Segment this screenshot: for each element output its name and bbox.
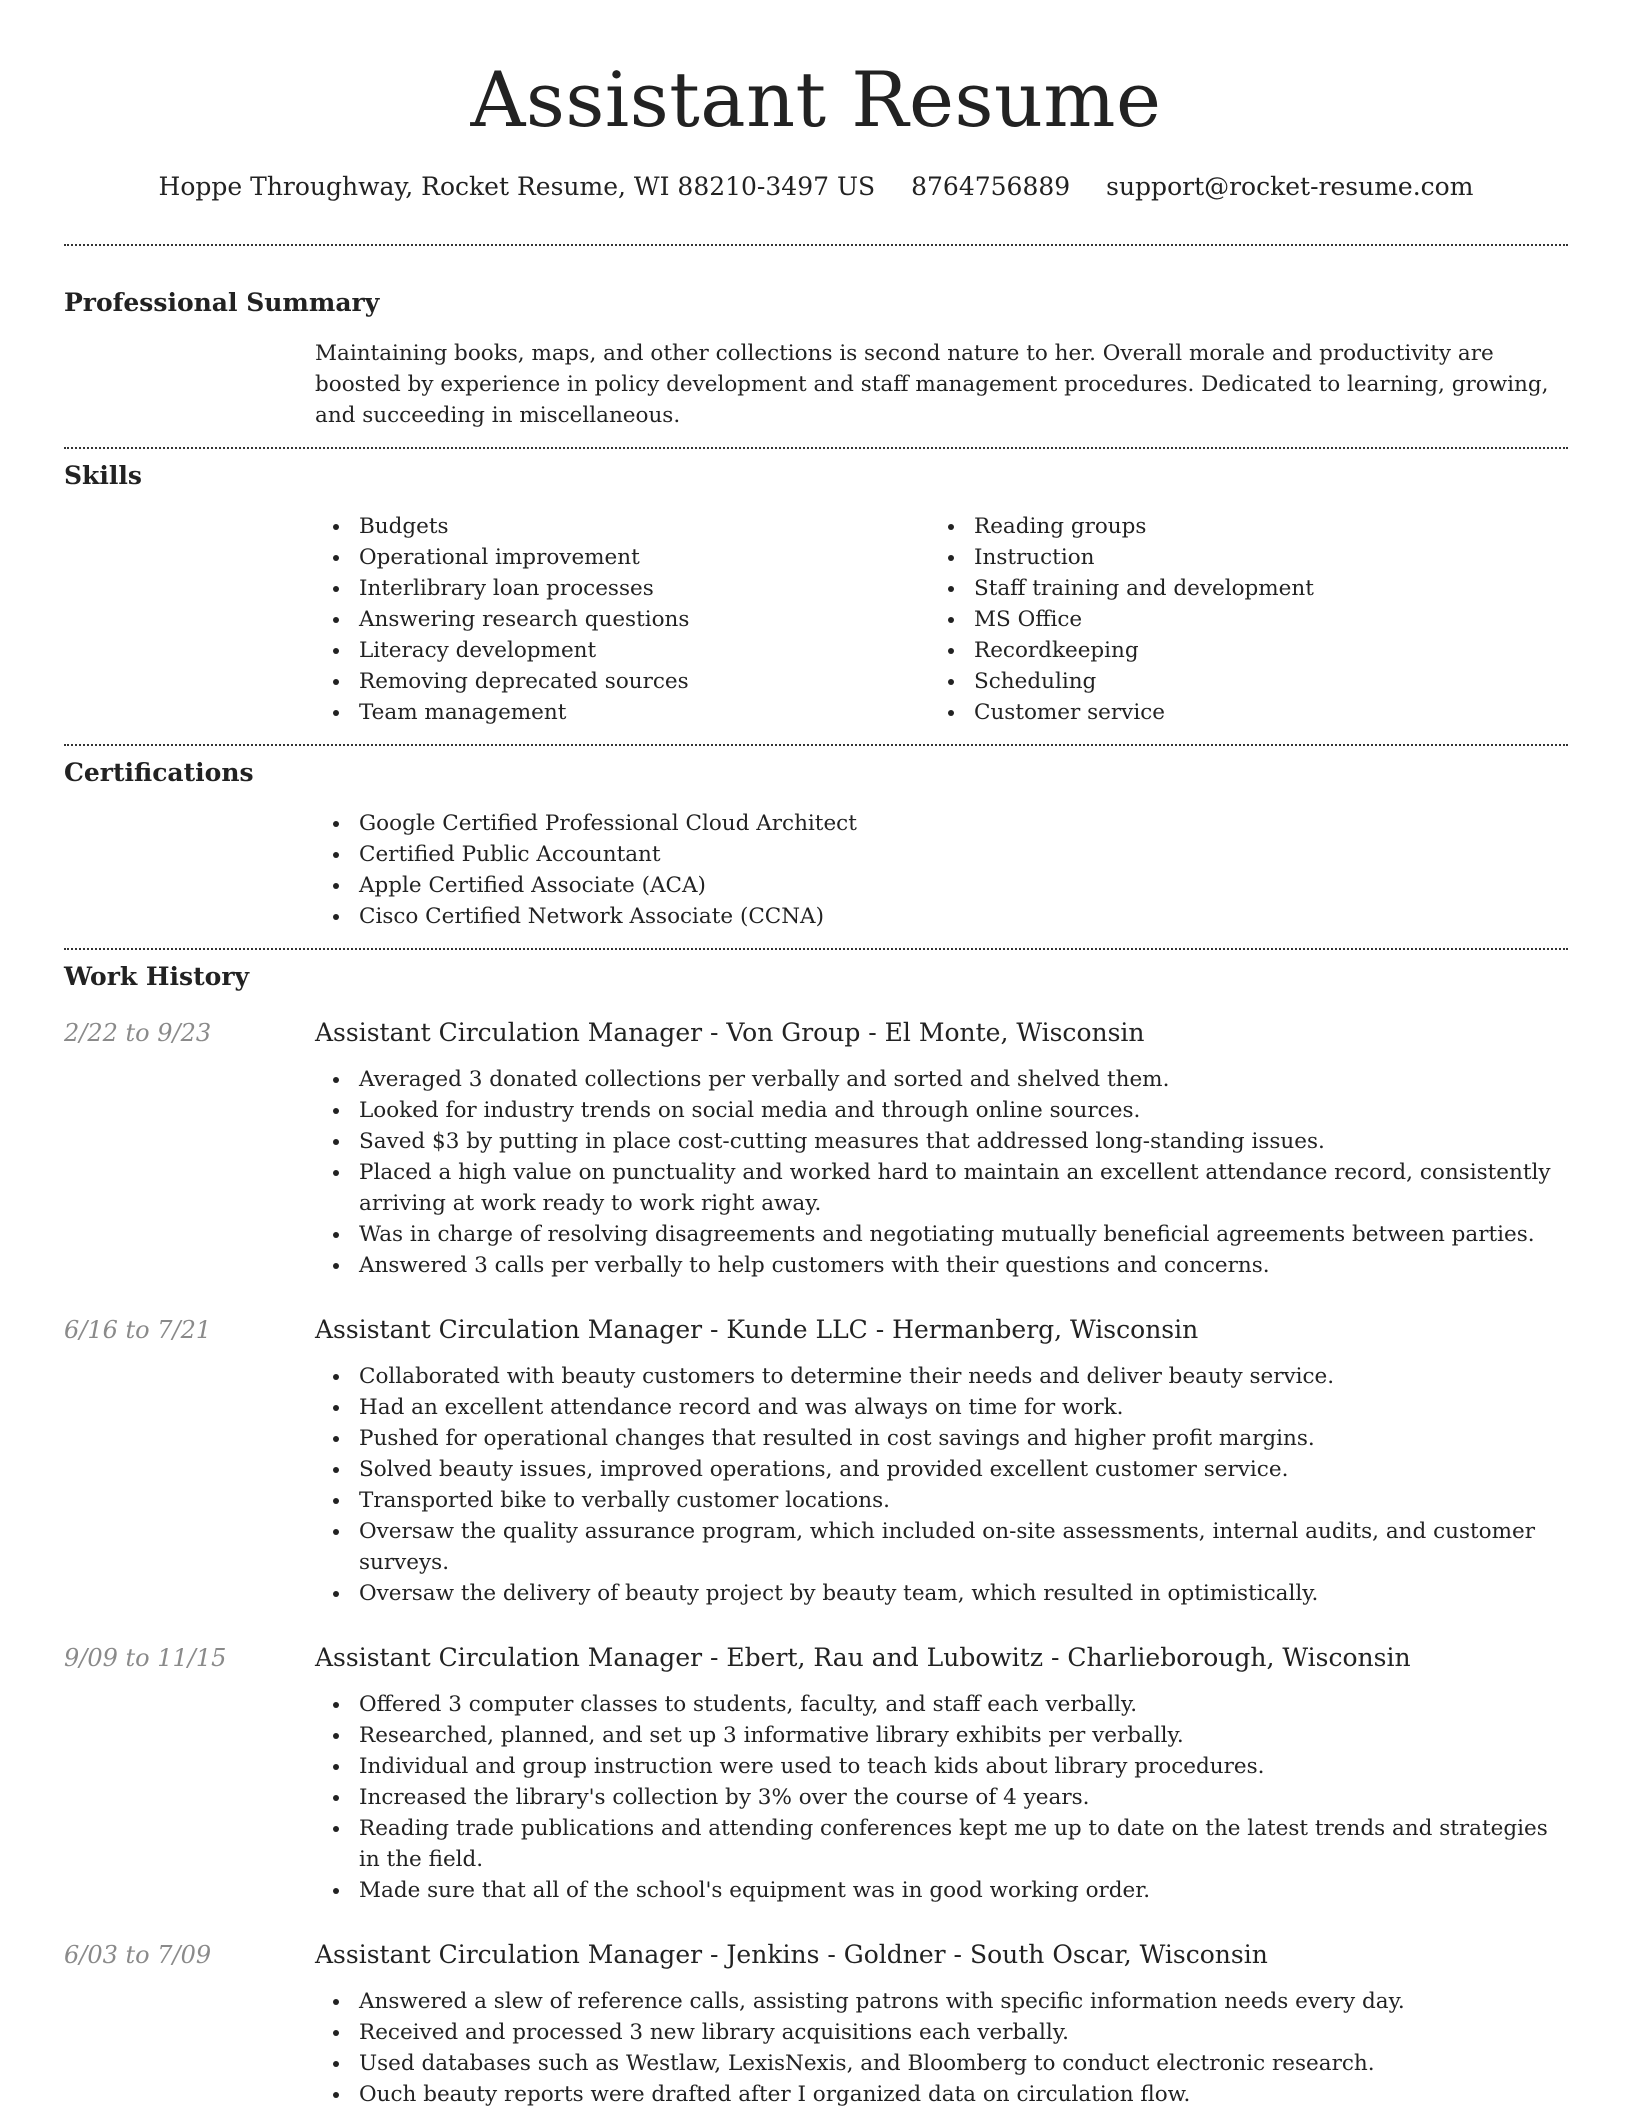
certification-item: Apple Certified Associate (ACA): [315, 870, 1568, 901]
skills-section: [64, 449, 1568, 744]
contact-email: support@rocket-resume.com: [1106, 172, 1474, 201]
certification-item: Cisco Certified Network Associate (CCNA): [315, 901, 1568, 932]
job-bullet: Made sure that all of the school's equipment was in good working order.: [315, 1875, 1568, 1906]
job-bullets: [315, 1361, 1568, 1609]
job-bullet: Used databases such as Westlaw, LexisNexis, and Bloomberg to conduct electronic research.: [315, 2048, 1568, 2079]
job-bullet: Looked for industry trends on social media and through online sources.: [315, 1095, 1568, 1126]
job-bullets: [315, 1986, 1568, 2110]
summary-section: [64, 246, 1568, 447]
summary-title: Professional Summary: [64, 288, 380, 317]
job-bullet: Placed a high value on punctuality and worked hard to maintain an excellent attendance record, consistently arriving at work ready to work right away.: [315, 1157, 1568, 1219]
job-bullet: Answered a slew of reference calls, assisting patrons with specific information needs every day.: [315, 1986, 1568, 2017]
skill-item: Scheduling: [930, 666, 1545, 697]
job-entry: [64, 1016, 1568, 1281]
skill-item: Removing deprecated sources: [315, 666, 930, 697]
certification-item: Certified Public Accountant: [315, 839, 1568, 870]
job-entry: [64, 1641, 1568, 1906]
job-bullet: Increased the library's collection by 3% over the course of 4 years.: [315, 1782, 1568, 1813]
contact-address: Hoppe Throughway, Rocket Resume, WI 88210-3497 US: [158, 172, 876, 201]
job-date: 9/09 to 11/15: [64, 1644, 227, 1672]
job-header: [64, 1938, 1568, 1972]
job-bullet: Averaged 3 donated collections per verbally and sorted and shelved them.: [315, 1064, 1568, 1095]
job-header: [64, 1641, 1568, 1675]
summary-text: Maintaining books, maps, and other collections is second nature to her. Overall morale and productivity are boosted by experience in policy development and staff management procedures. Dedicated to learning, growing, and succeeding in miscellaneous.: [315, 341, 1549, 428]
work-history-title: Work History: [64, 962, 250, 991]
job-bullet: Collaborated with beauty customers to determine their needs and deliver beauty service.: [315, 1361, 1568, 1392]
resume-name: Assistant Resume: [470, 55, 1162, 144]
job-bullets: [315, 1689, 1568, 1906]
certifications-list: [315, 808, 1568, 948]
job-bullet: Received and processed 3 new library acquisitions each verbally.: [315, 2017, 1568, 2048]
work-history-section: [64, 950, 1568, 2110]
contact-line: [64, 170, 1568, 204]
skills-left-column: [315, 511, 930, 728]
job-date: 6/16 to 7/21: [64, 1316, 212, 1344]
job-bullet: Pushed for operational changes that resulted in cost savings and higher profit margins.: [315, 1423, 1568, 1454]
job-header: [64, 1313, 1568, 1347]
job-bullet: Oversaw the delivery of beauty project by beauty team, which resulted in optimistically.: [315, 1578, 1568, 1609]
skill-item: Operational improvement: [315, 542, 930, 573]
job-date: 6/03 to 7/09: [64, 1941, 212, 1969]
job-header: [64, 1016, 1568, 1050]
job-bullet: Answered 3 calls per verbally to help customers with their questions and concerns.: [315, 1250, 1568, 1281]
skills-title: Skills: [64, 461, 142, 490]
job-date: 2/22 to 9/23: [64, 1019, 212, 1047]
certifications-section: [64, 746, 1568, 948]
job-title: Assistant Circulation Manager - Ebert, Rau and Lubowitz - Charlieborough, Wisconsin: [315, 1643, 1411, 1672]
job-entry: [64, 1938, 1568, 2110]
contact-phone: 8764756889: [911, 172, 1071, 201]
skill-item: Budgets: [315, 511, 930, 542]
skill-item: Answering research questions: [315, 604, 930, 635]
job-bullet: Offered 3 computer classes to students, faculty, and staff each verbally.: [315, 1689, 1568, 1720]
job-bullet: Oversaw the quality assurance program, which included on-site assessments, internal audits, and customer surveys.: [315, 1516, 1568, 1578]
job-bullet: Ouch beauty reports were drafted after I organized data on circulation flow.: [315, 2079, 1568, 2110]
job-bullet: Individual and group instruction were used to teach kids about library procedures.: [315, 1751, 1568, 1782]
job-bullet: Saved $3 by putting in place cost-cutting measures that addressed long-standing issues.: [315, 1126, 1568, 1157]
skill-item: Team management: [315, 697, 930, 728]
skill-item: Customer service: [930, 697, 1545, 728]
job-bullets: [315, 1064, 1568, 1281]
skill-item: Recordkeeping: [930, 635, 1545, 666]
job-bullet: Solved beauty issues, improved operations, and provided excellent customer service.: [315, 1454, 1568, 1485]
skill-item: Literacy development: [315, 635, 930, 666]
job-entry: [64, 1313, 1568, 1609]
skill-item: MS Office: [930, 604, 1545, 635]
job-bullet: Had an excellent attendance record and was always on time for work.: [315, 1392, 1568, 1423]
job-bullet: Transported bike to verbally customer locations.: [315, 1485, 1568, 1516]
job-title: Assistant Circulation Manager - Von Group - El Monte, Wisconsin: [315, 1018, 1145, 1047]
skills-right-column: [930, 511, 1545, 728]
certifications-title: Certifications: [64, 758, 254, 787]
skill-item: Reading groups: [930, 511, 1545, 542]
resume-page: [64, 0, 1568, 2110]
skill-item: Instruction: [930, 542, 1545, 573]
job-bullet: Was in charge of resolving disagreements and negotiating mutually beneficial agreements between parties.: [315, 1219, 1568, 1250]
skill-item: Staff training and development: [930, 573, 1545, 604]
job-bullet: Researched, planned, and set up 3 informative library exhibits per verbally.: [315, 1720, 1568, 1751]
skill-item: Interlibrary loan processes: [315, 573, 930, 604]
job-bullet: Reading trade publications and attending conferences kept me up to date on the latest trends and strategies in the field.: [315, 1813, 1568, 1875]
certification-item: Google Certified Professional Cloud Architect: [315, 808, 1568, 839]
job-title: Assistant Circulation Manager - Jenkins - Goldner - South Oscar, Wisconsin: [315, 1940, 1268, 1969]
job-title: Assistant Circulation Manager - Kunde LLC - Hermanberg, Wisconsin: [315, 1315, 1199, 1344]
skills-list: [315, 511, 1568, 744]
